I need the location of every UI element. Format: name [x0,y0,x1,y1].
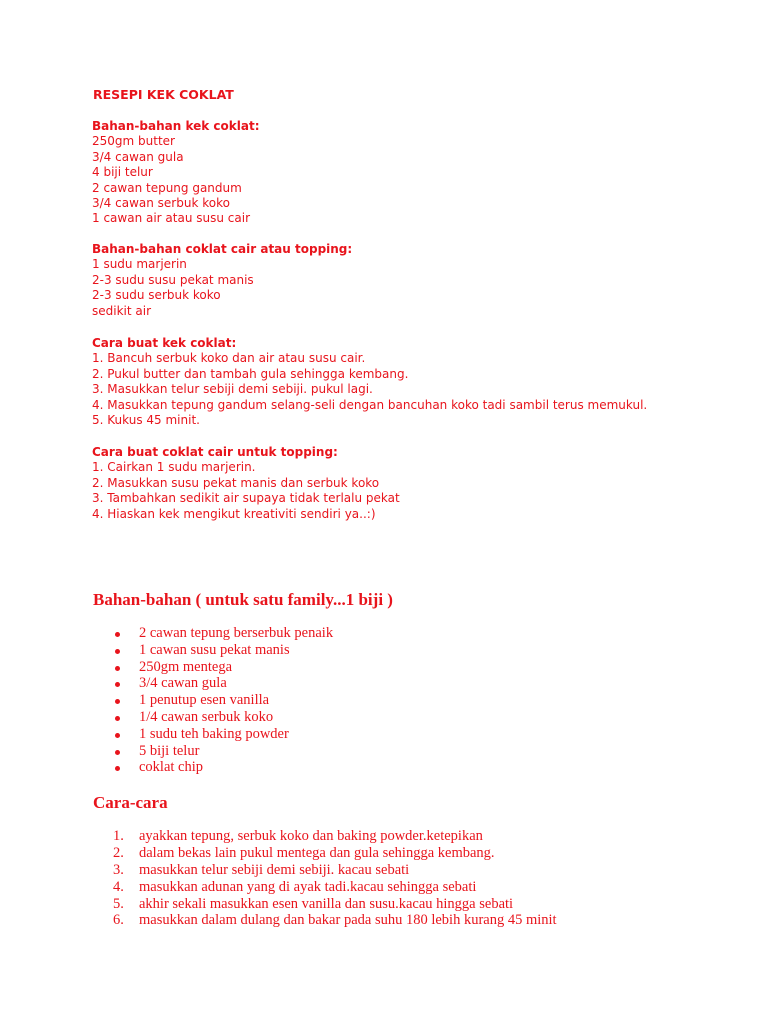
cake-ingredients-heading: Bahan-bahan kek coklat: [92,119,260,133]
ingredient-text: 5 biji telur [139,742,200,759]
steps-heading: Cara-cara [93,793,168,812]
step-number: 5. [113,895,124,912]
step-text: masukkan adunan yang di ayak tadi.kacau sehingga sebati [139,878,477,895]
method-step: 4. Masukkan tepung gandum selang-seli dengan bancuhan koko tadi sambil terus memukul. [92,397,648,412]
ingredient-text: 2 cawan tepung berserbuk penaik [139,625,334,641]
topping-ingredient-line: 2-3 sudu susu pekat manis [92,272,254,287]
list-item [93,759,333,776]
topping-method-step: 3. Tambahkan sedikit air supaya tidak terlalu pekat [92,491,400,506]
step-number: 3. [113,861,124,878]
topping-method-section [92,445,400,522]
method-step: 5. Kukus 45 minit. [92,413,200,428]
topping-ingredients-section [92,242,352,319]
step-text: akhir sekali masukkan esen vanilla dan susu.kacau hingga sebati [139,895,514,912]
list-item [93,845,557,862]
method-step: 1. Bancuh serbuk koko dan air atau susu cair. [92,351,366,366]
topping-ingredients-heading: Bahan-bahan coklat cair atau topping: [92,242,353,256]
ingredient-text: coklat chip [139,759,204,776]
method-step: 3. Masukkan telur sebiji demi sebiji. pukul lagi. [92,382,373,397]
step-number: 4. [113,878,124,895]
step-text: ayakkan tepung, serbuk koko dan baking powder.ketepikan [139,828,483,844]
ingredient-text: 1 sudu teh baking powder [139,725,289,742]
topping-method-step: 2. Masukkan susu pekat manis dan serbuk koko [92,475,380,490]
bullet-icon [115,682,120,687]
ingredients-heading: Bahan-bahan ( untuk satu family...1 biji ) [93,590,393,609]
topping-method-step: 4. Hiaskan kek mengikut kreativiti sendiri ya..:) [92,506,376,521]
list-item [93,828,557,845]
bullet-icon [115,699,120,704]
bullet-icon [115,666,120,671]
bullet-icon [115,716,120,721]
topping-method-heading: Cara buat coklat cair untuk topping: [92,445,338,459]
list-item [93,642,333,659]
step-text: dalam bekas lain pukul mentega dan gula sehingga kembang. [139,844,495,861]
ingredient-line: 1 cawan air atau susu cair [92,211,251,226]
topping-ingredient-line: 2-3 sudu serbuk koko [92,288,221,303]
list-item [93,675,333,692]
list-item [93,625,333,642]
step-number: 1. [113,828,124,844]
step-text: masukkan telur sebiji demi sebiji. kacau sebati [139,861,410,878]
list-item [93,879,557,896]
method-step: 2. Pukul butter dan tambah gula sehingga kembang. [92,366,409,381]
cake-ingredients-section [92,119,260,227]
bullet-icon [115,766,120,771]
bullet-icon [115,649,120,654]
step-text: masukkan dalam dulang dan bakar pada suhu 180 lebih kurang 45 minit [139,912,557,929]
topping-ingredient-line: 1 sudu marjerin [92,257,187,272]
ingredient-line: 250gm butter [92,134,175,149]
ingredients-list [93,625,333,776]
list-item [93,912,557,929]
list-item [93,709,333,726]
list-item [93,862,557,879]
bullet-icon [115,750,120,755]
ingredient-text: 1/4 cawan serbuk koko [139,708,274,725]
ingredient-line: 4 biji telur [92,165,153,180]
list-item [93,726,333,743]
recipe-title: RESEPI KEK COKLAT [93,87,234,102]
topping-ingredient-line: sedikit air [92,303,152,318]
ingredient-text: 1 cawan susu pekat manis [139,641,290,658]
list-item [93,743,333,760]
ingredient-line: 3/4 cawan serbuk koko [92,196,230,211]
ingredient-text: 1 penutup esen vanilla [139,692,270,709]
bullet-icon [115,632,120,637]
steps-list [93,828,557,929]
bullet-icon [115,733,120,738]
ingredient-line: 2 cawan tepung gandum [92,180,242,195]
list-item [93,659,333,676]
list-item [93,896,557,913]
list-item [93,692,333,709]
topping-method-step: 1. Cairkan 1 sudu marjerin. [92,460,256,475]
step-number: 6. [113,912,124,929]
ingredient-line: 3/4 cawan gula [92,149,184,164]
ingredient-text: 3/4 cawan gula [139,675,227,692]
step-number: 2. [113,844,124,861]
ingredient-text: 250gm mentega [139,658,233,675]
cake-method-heading: Cara buat kek coklat: [92,336,237,350]
cake-method-section [92,336,647,428]
